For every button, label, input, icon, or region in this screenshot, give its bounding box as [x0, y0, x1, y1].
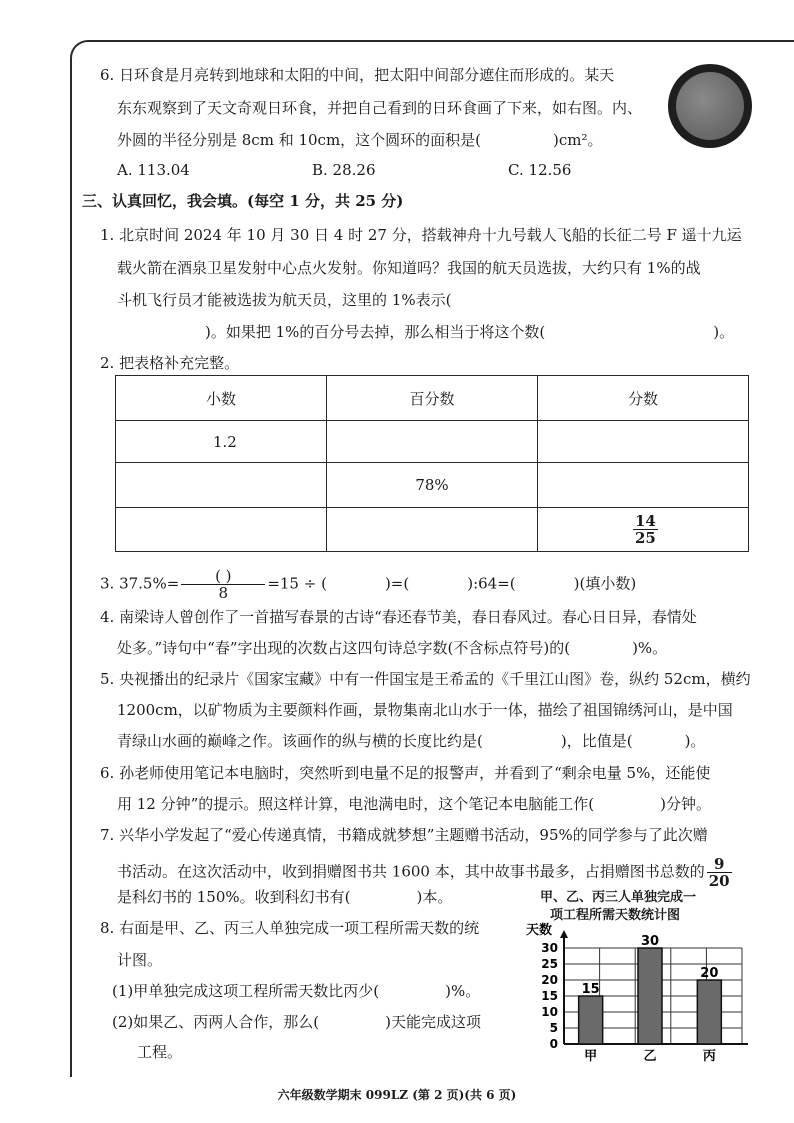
q6-line1: 6. 日环食是月亮转到地球和太阳的中间，把太阳中间部分遮住而形成的。某天 [100, 66, 615, 84]
chart-y-axis-arrow [560, 930, 568, 938]
chart-category-label: 乙 [643, 1049, 657, 1064]
p8-question-2: (2)如果乙、丙两人合作，那么( )天能完成这项 [112, 1013, 481, 1031]
p4-line1: 4. 南梁诗人曾创作了一首描写春景的古诗“春还春节美，春日春风过。春心日日异，春情处 [100, 608, 697, 626]
chart-ytick-label: 10 [541, 1005, 558, 1019]
chart-category-label: 甲 [584, 1049, 598, 1064]
chart-ytick-label: 5 [549, 1021, 558, 1035]
chart-bar [579, 996, 603, 1044]
chart-ytick-label: 30 [541, 941, 558, 955]
table-cell: 78% [327, 463, 538, 508]
table-cell-blank [327, 508, 538, 552]
q6-line2: 东东观察到了天文奇观日环食，并把自己看到的日环食画了下来，如右图。内、 [117, 99, 643, 117]
section-3-heading: 三、认真回忆，我会填。(每空 1 分，共 25 分) [82, 192, 404, 210]
p1-line1: 1. 北京时间 2024 年 10 月 30 日 4 时 27 分，搭载神舟十九号载人飞船的长征二号 F 遥十九运 [100, 226, 742, 244]
chart-category-label: 丙 [702, 1049, 716, 1064]
p5-line3: 青绿山水画的巅峰之作。该画作的纵与横的长度比约是( )，比值是( )。 [117, 732, 706, 750]
q6-option-a: A. 113.04 [117, 161, 190, 179]
table-cell-blank [116, 463, 327, 508]
table-header-percent: 百分数 [327, 376, 538, 421]
chart-data-label: 20 [700, 966, 719, 981]
p8-question-1: (1)甲单独完成这项工程所需天数比丙少( )%。 [112, 982, 481, 1000]
p7-line2: 书活动。在这次活动中，收到捐赠图书共 1600 本，其中故事书最多，占捐赠图书总数的 $\frac{9}{20}$ [117, 855, 730, 890]
p4-line2: 处多。”诗句中“春”字出现的次数占这四句诗总字数(不含标点符号)的( )%。 [117, 639, 668, 657]
p1-line3: 斗机飞行员才能被选拔为航天员，这里的 1%表示( [117, 291, 452, 309]
p1-line2: 载火箭在酒泉卫星发射中心点火发射。你知道吗？我国的航天员选拔，大约只有 1%的战 [117, 259, 701, 277]
table-cell-fraction: $\frac{14}{25}$ [538, 508, 749, 552]
page-footer: 六年级数学期末 099LZ (第 2 页)(共 6 页) [277, 1088, 517, 1102]
table-cell-blank [327, 421, 538, 463]
bar-chart [520, 920, 750, 1070]
chart-ytick-label: 0 [549, 1037, 558, 1051]
p5-line2: 1200cm，以矿物质为主要颜料作画，景物集南北山水于一体，描绘了祖国锦绣河山，是中国 [117, 701, 733, 719]
chart-ylabel: 天数 [526, 923, 553, 938]
chart-ytick-label: 25 [541, 957, 558, 971]
p6-line2: 用 12 分钟”的提示。照这样计算，电池满电时，这个笔记本电脑能工作( )分钟。 [117, 795, 712, 813]
p7-line1: 7. 兴华小学发起了“爱心传递真情，书籍成就梦想”主题赠书活动，95%的同学参与了此次赠 [100, 826, 708, 844]
p5-line1: 5. 央视播出的纪录片《国家宝藏》中有一件国宝是王希孟的《千里江山图》卷，纵约 52cm，横约 [100, 670, 751, 688]
chart-data-label: 30 [640, 934, 660, 949]
q6-line3: 外圆的半径分别是 8cm 和 10cm，这个圆环的面积是( )cm²。 [117, 131, 603, 149]
table-cell-blank [116, 508, 327, 552]
table-cell-blank [538, 421, 749, 463]
table-header-fraction: 分数 [538, 376, 749, 421]
q6-option-b: B. 28.26 [312, 161, 376, 179]
p8-line1: 8. 右面是甲、乙、丙三人单独完成一项工程所需天数的统 [100, 919, 480, 937]
chart-bar [697, 980, 721, 1044]
completion-table [115, 375, 749, 552]
chart-data-label: 15 [581, 982, 600, 997]
table-cell: 1.2 [116, 421, 327, 463]
chart-title-line2: 项工程所需天数统计图 [550, 908, 681, 923]
chart-title-line1: 甲、乙、丙三人单独完成一 [540, 890, 697, 905]
p8-question-2-cont: 工程。 [137, 1043, 183, 1061]
table-header-decimal: 小数 [116, 376, 327, 421]
eclipse-inner-circle [676, 72, 744, 140]
p1-line4: )。如果把 1%的百分号去掉，那么相当于将这个数( )。 [205, 323, 735, 341]
p2-title: 2. 把表格补充完整。 [100, 354, 240, 372]
chart-ytick-label: 20 [541, 973, 558, 987]
p6-line1: 6. 孙老师使用笔记本电脑时，突然听到电量不足的报警声，并看到了“剩余电量 5%，还能使 [100, 764, 711, 782]
q6-option-c: C. 12.56 [508, 161, 572, 179]
p7-line3: 是科幻书的 150%。收到科幻书有( )本。 [117, 888, 453, 906]
p8-line2: 计图。 [117, 951, 163, 969]
chart-bar [638, 948, 662, 1044]
chart-ytick-label: 15 [541, 989, 558, 1003]
p3-line: 3. 37.5%= $\frac{( )}{8}$ =15 ÷ ( )=( ):64=( )(填小数) [100, 567, 637, 602]
table-cell-blank [538, 463, 749, 508]
